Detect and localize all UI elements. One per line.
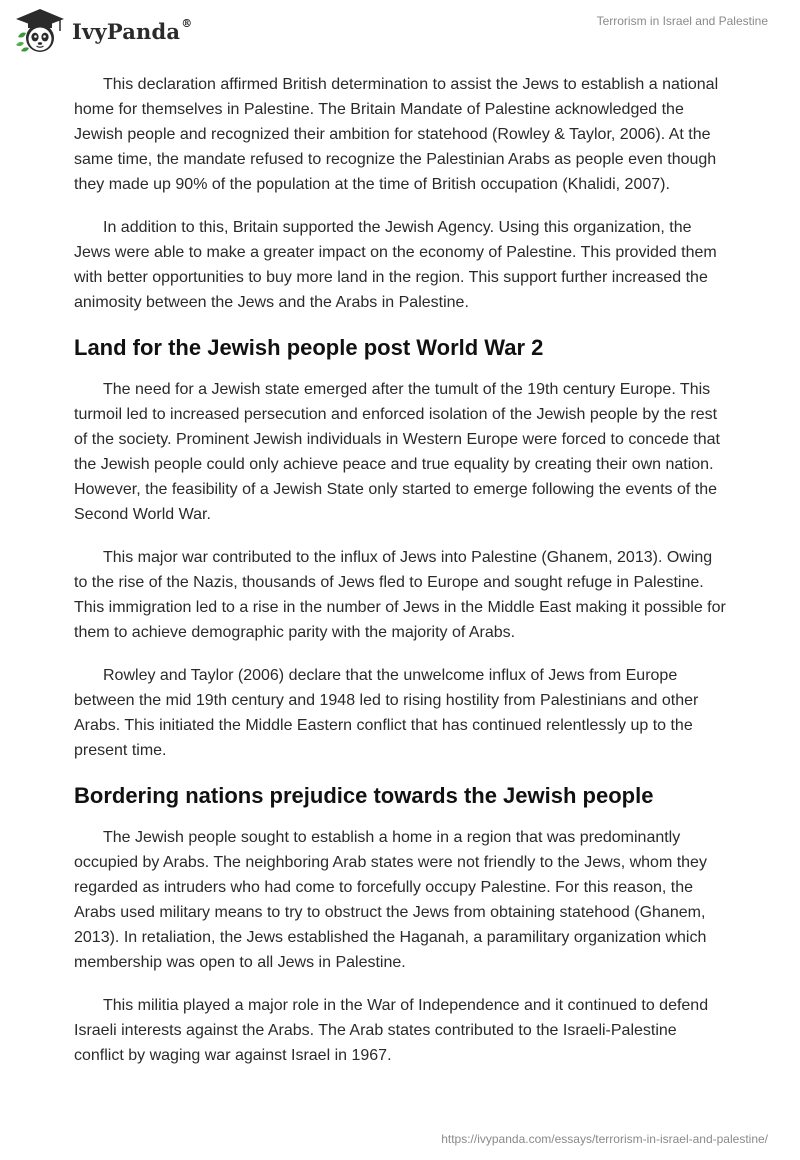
paragraph: In addition to this, Britain supported the Jewish Agency. Using this organization, the Jews were able to make a greater impact on the economy of Palestine. This provided them with better opportunities to buy more land in the region. This support further increased the animosity between the Jews and the Arabs in Palestine. <box>74 219 717 311</box>
ivypanda-logo[interactable] <box>14 7 192 55</box>
paragraph: This militia played a major role in the War of Independence and it continued to defend Israeli interests against the Arabs. The Arab states contributed to the Israeli-Palestine conflict by waging war against Israel in 1967. <box>74 997 709 1064</box>
section-heading: Land for the Jewish people post World War 2 <box>74 335 544 360</box>
paragraph: Rowley and Taylor (2006) declare that the unwelcome influx of Jews from Europe between the mid 19th century and 1948 led to rising hostility from Palestinians and other Arabs. This initiated the Middle Eastern conflict that has continued relentlessly up to the present time. <box>74 667 699 759</box>
section-heading: Bordering nations prejudice towards the Jewish people <box>74 783 654 808</box>
paragraph: The Jewish people sought to establish a home in a region that was predominantly occupied by Arabs. The neighboring Arab states were not friendly to the Jews, whom they regarded as intruders who had come to forcefully occupy Palestine. For this reason, the Arabs used military means to try to obstruct the Jews from obtaining statehood (Ghanem, 2013). In retaliation, the Jews established the Haganah, a paramilitary organization which membership was open to all Jews in Palestine. <box>74 829 707 971</box>
panda-graduate-icon <box>14 7 66 55</box>
brand-name: IvyPanda® <box>72 16 193 44</box>
document-title: Terrorism in Israel and Palestine <box>596 14 768 28</box>
paragraph: This declaration affirmed British determination to assist the Jews to establish a national home for themselves in Palestine. The Britain Mandate of Palestine acknowledged the Jewish people and recognized their ambition for statehood (Rowley & Taylor, 2006). At the same time, the mandate refused to recognize the Palestinian Arabs as people even though they made up 90% of the population at the time of British occupation (Khalidi, 2007). <box>74 76 719 193</box>
page-header <box>0 0 800 70</box>
paragraph: This major war contributed to the influx of Jews into Palestine (Ghanem, 2013). Owing to the rise of the Nazis, thousands of Jews fled to Europe and sought refuge in Palestine. This immigration led to a rise in the number of Jews in the Middle East making it possible for them to achieve demographic parity with the majority of Arabs. <box>74 549 726 641</box>
article-body <box>74 72 726 1086</box>
paragraph: The need for a Jewish state emerged after the tumult of the 19th century Europe. This turmoil led to increased persecution and enforced isolation of the Jewish people by the rest of the society. Prominent Jewish individuals in Western Europe were forced to concede that the Jewish people could only achieve peace and true equality by creating their own nation. However, the feasibility of a Jewish State only started to emerge following the events of the Second World War. <box>74 381 720 523</box>
source-url-link[interactable]: https://ivypanda.com/essays/terrorism-in-israel-and-palestine/ <box>441 1132 768 1146</box>
